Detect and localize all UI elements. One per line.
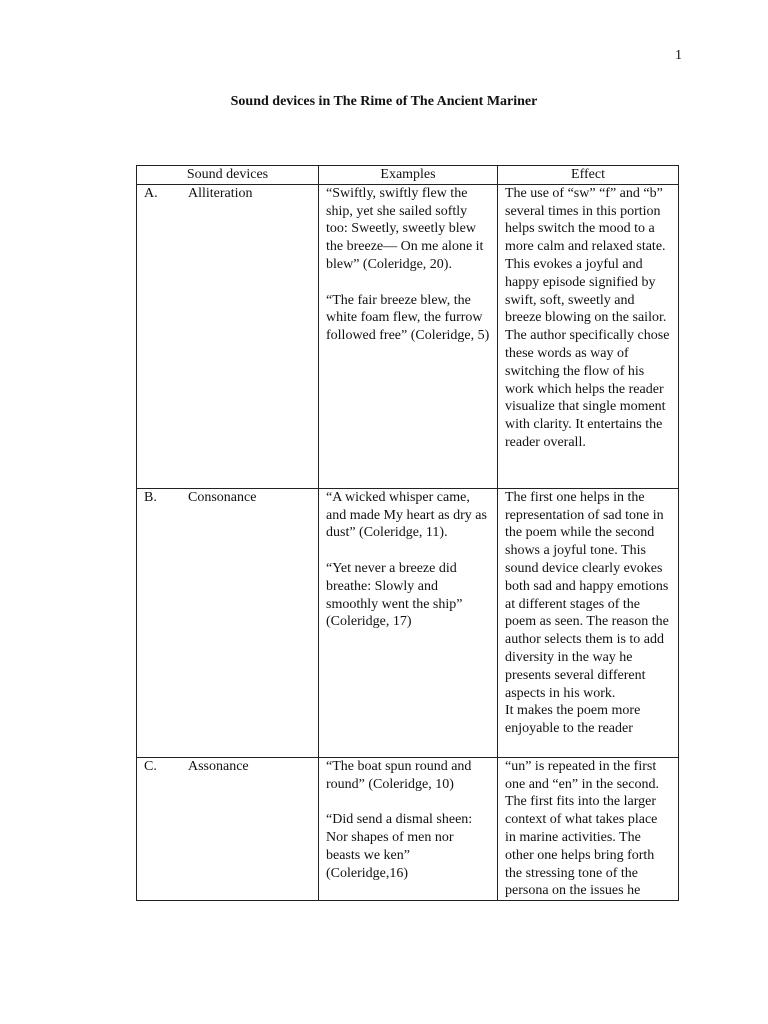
device-name: Alliteration — [188, 185, 253, 201]
device-cell — [137, 757, 319, 900]
example-quote: “Did send a dismal sheen: Nor shapes of men nor beasts we ken” (Coleridge,16) — [326, 812, 473, 881]
examples-cell — [319, 757, 498, 900]
effect-text: “un” is repeated in the first one and “en” in the second. The first fits into the larger context of what takes place in marine activities. The other one helps bring forth the stressing tone of the persona on the issues he — [505, 758, 659, 899]
example-quote: “Yet never a breeze did breathe: Slowly and smoothly went the ship” (Coleridge, 17) — [326, 560, 463, 630]
device-name: Consonance — [188, 489, 257, 505]
header-effect: Effect — [498, 166, 679, 185]
effect-cell — [498, 184, 679, 488]
effect-text: The use of “sw” “f” and “b” several times in this portion helps switch the mood to a more calm and relaxed state. This evokes a joyful and happy episode signified by swift, soft, sweetly and breeze blowing on the sailor. The author specifically chose these words as way of switching the flow of his work which helps the reader visualize that single moment with clarity. It entertains the reader overall. — [505, 185, 670, 450]
device-cell — [137, 488, 319, 757]
example-quote: “A wicked whisper came, and made My heart as dry as dust” (Coleridge, 11). — [326, 489, 487, 541]
example-quote: “Swiftly, swiftly flew the ship, yet she sailed softly too: Sweetly, sweetly blew the breeze— On me alone it blew” (Coleridge, 20). — [326, 185, 484, 272]
examples-cell — [319, 488, 498, 757]
table-row — [137, 184, 679, 488]
header-sound-devices: Sound devices — [137, 166, 319, 185]
row-letter: A. — [144, 185, 158, 201]
sound-devices-table — [136, 165, 679, 901]
examples-cell — [319, 184, 498, 488]
effect-cell — [498, 757, 679, 900]
example-quote: “The boat spun round and round” (Coleridge, 10) — [326, 758, 472, 792]
effect-cell — [498, 488, 679, 757]
row-letter: C. — [144, 758, 157, 774]
table-row — [137, 488, 679, 757]
example-quote: “The fair breeze blew, the white foam flew, the furrow followed free” (Coleridge, 5) — [326, 292, 490, 344]
table-row — [137, 757, 679, 900]
table-header-row — [137, 166, 679, 185]
device-name: Assonance — [188, 758, 249, 774]
page-number: 1 — [675, 48, 682, 63]
effect-text: The first one helps in the representation of sad tone in the poem while the second shows a joyful tone. This sound device clearly evokes both sad and happy emotions at different stages of the poem as seen. The reason the author selects them is to add diversity in the way he presents several different aspects in his work. It makes the poem more enjoyable to the reader — [505, 489, 669, 737]
header-examples: Examples — [319, 166, 498, 185]
device-cell — [137, 184, 319, 488]
row-letter: B. — [144, 489, 157, 505]
document-title: Sound devices in The Rime of The Ancient Mariner — [230, 94, 538, 109]
